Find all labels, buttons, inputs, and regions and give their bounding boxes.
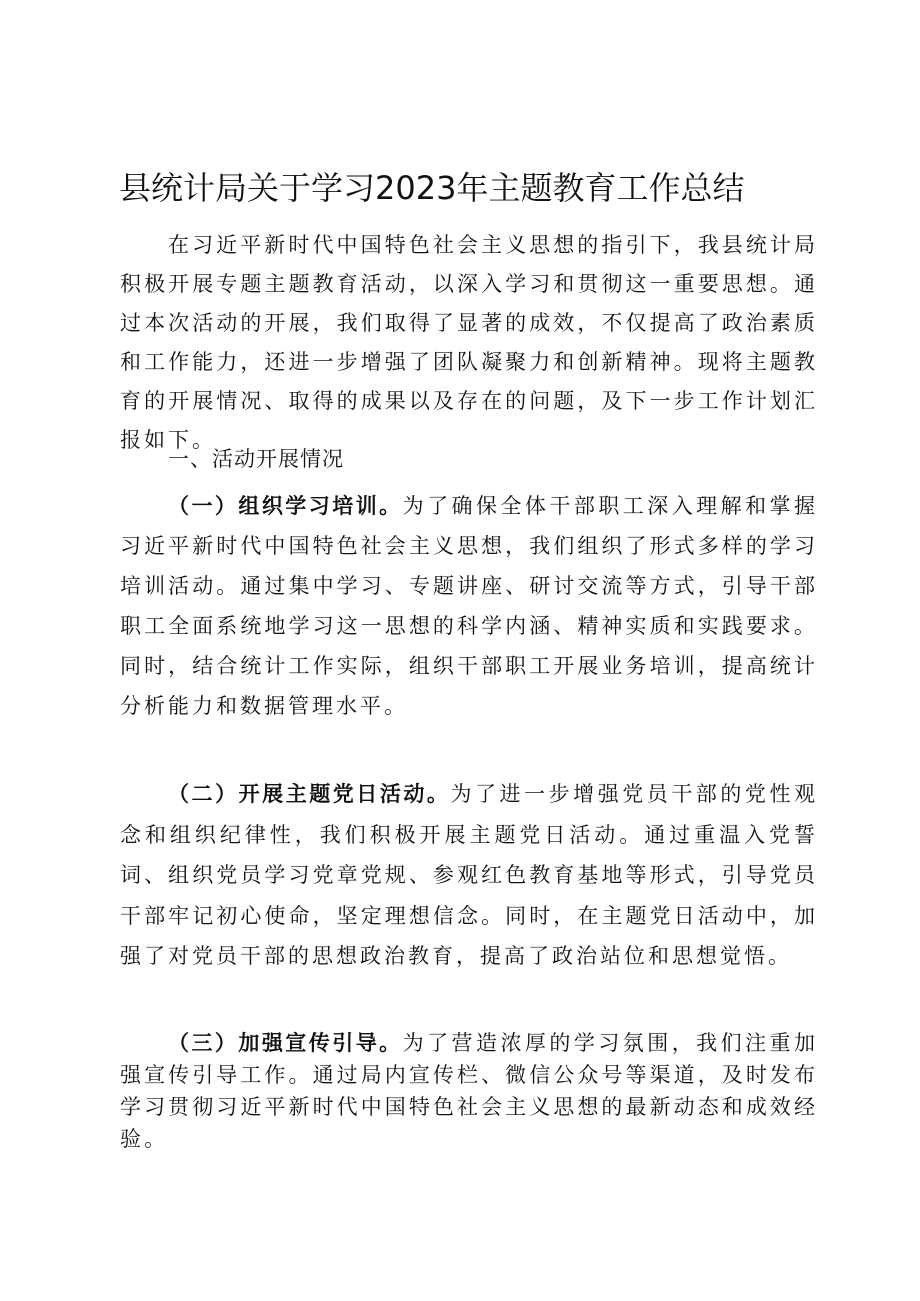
subsection-paragraph-1 — [120, 486, 818, 726]
subsection-text-3: 为了营造浓厚的学习氛围，我们注重加强宣传引导工作。通过局内宣传栏、微信公众号等渠道，及时发布学习贯彻习近平新时代中国特色社会主义思想的最新动态和成效经验。 — [120, 1031, 819, 1151]
document-title: 县统计局关于学习2023年主题教育工作总结 — [119, 169, 745, 207]
intro-paragraph: 在习近平新时代中国特色社会主义思想的指引下，我县统计局积极开展专题主题教育活动，以深入学习和贯彻这一重要思想。通过本次活动的开展，我们取得了显著的成效，不仅提高了政治素质和工作能力，还进一步增强了团队凝聚力和创新精神。现将主题教育的开展情况、取得的成果以及存在的问题，及下一步工作计划汇报如下。 — [120, 233, 818, 452]
section-heading: 一、活动开展情况 — [168, 447, 344, 471]
subsection-lead-2: （二）开展主题党日活动。 — [168, 782, 451, 806]
subsection-lead-1: （一）组织学习培训。 — [168, 494, 403, 518]
subsection-paragraph-3 — [120, 1027, 818, 1155]
subsection-paragraph-2 — [120, 774, 818, 977]
subsection-lead-3: （三）加强宣传引导。 — [168, 1031, 403, 1055]
subsection-text-2: 为了进一步增强党员干部的党性观念和组织纪律性，我们积极开展主题党日活动。通过重温入党誓词、组织党员学习党章党规、参观红色教育基地等形式，引导党员干部牢记初心使命，坚定理想信念。同时，在主题党日活动中，加强了对党员干部的思想政治教育，提高了政治站位和思想觉悟。 — [120, 782, 819, 968]
subsection-text-1: 为了确保全体干部职工深入理解和掌握习近平新时代中国特色社会主义思想，我们组织了形式多样的学习培训活动。通过集中学习、专题讲座、研讨交流等方式，引导干部职工全面系统地学习这一思想的科学内涵、精神实质和实践要求。同时，结合统计工作实际，组织干部职工开展业务培训，提高统计分析能力和数据管理水平。 — [120, 494, 819, 718]
